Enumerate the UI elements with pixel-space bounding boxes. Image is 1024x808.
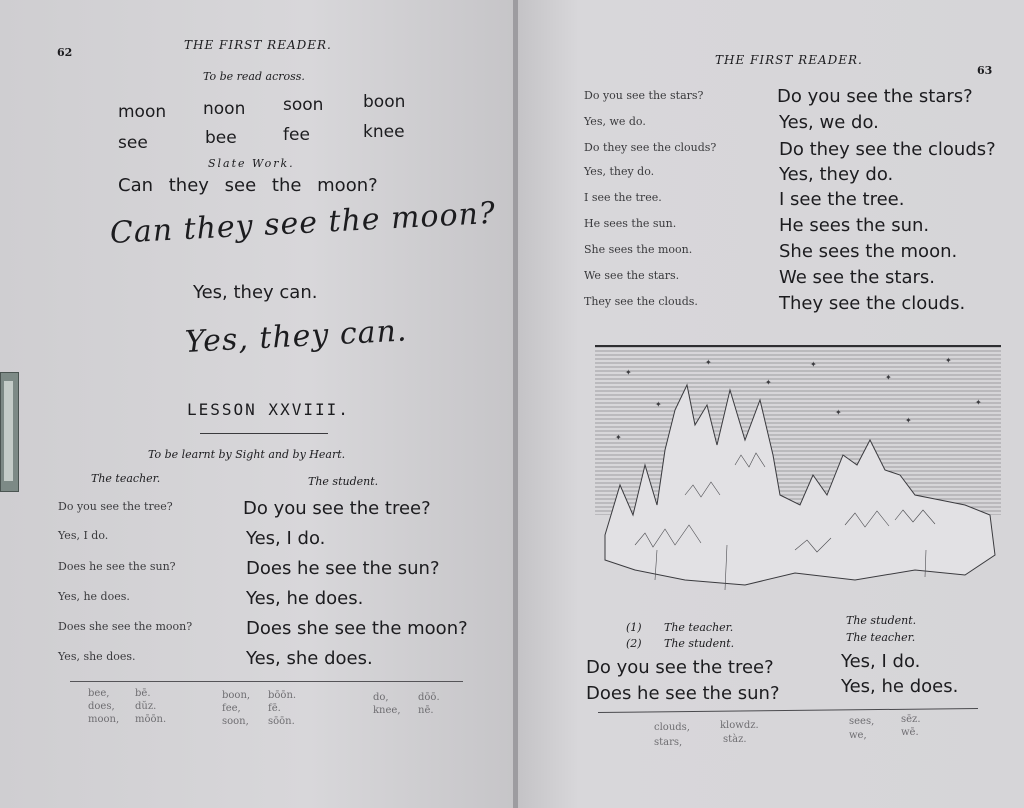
svg-text:✦: ✦ [615,433,622,442]
footer-pronunciation: dōō. [418,692,440,703]
teacher-line: Do you see the tree? [58,500,173,513]
svg-text:✦: ✦ [810,360,817,369]
role-right: The teacher. [846,631,916,644]
svg-text:✦: ✦ [705,358,712,367]
footer-pronunciation: sēz. [901,714,921,725]
small-line: Yes, we do. [584,115,646,128]
running-head: THE FIRST READER. [715,53,863,67]
footer-pronunciation: dŭz. [135,701,157,712]
role-right: The student. [846,614,917,627]
small-line: Do they see the clouds? [584,141,717,154]
word: boon [363,92,406,112]
svg-text:✦: ✦ [885,373,892,382]
student-header: The student. [308,475,379,488]
teacher-line: Yes, I do. [58,529,109,542]
role-left: The teacher. [664,621,734,634]
large-line: Do they see the clouds? [779,139,996,160]
word: noon [203,99,246,119]
footer-word: moon, [88,714,120,725]
small-line: She sees the moon. [584,243,693,256]
read-across-label: To be read across. [203,70,305,83]
footer-rule [70,681,463,682]
footer-word: does, [88,701,115,712]
footer-word: fee, [222,703,241,714]
footer-word: knee, [373,705,401,716]
right-page [518,0,1024,808]
student-line: Do you see the tree? [243,498,431,519]
footer-word: bee, [88,688,110,699]
teacher-line: Yes, he does. [58,590,130,603]
large-line: We see the stars. [779,267,936,288]
teacher-line: Does she see the moon? [58,620,193,633]
footer-word: we, [849,730,867,741]
footer-word: do, [373,692,389,703]
student-line: Does she see the moon? [246,618,468,639]
small-line: Yes, they do. [584,165,655,178]
page-number: 62 [57,46,73,59]
teacher-line: Does he see the sun? [58,560,176,573]
large-line: Yes, they do. [779,164,894,185]
footer-pronunciation: fē. [268,703,281,714]
large-line: I see the tree. [779,189,905,210]
answer-script: Yes, they can. [184,313,409,360]
footer-pronunciation: bē. [135,688,151,699]
student-line: Yes, she does. [246,648,373,669]
word: knee [363,122,405,142]
word: bee [205,128,237,148]
large-line: Do you see the stars? [777,86,973,107]
divider [200,433,328,434]
page-clip [0,372,19,492]
student-line: Does he see the sun? [246,558,440,579]
small-line: I see the tree. [584,191,662,204]
large-line: They see the clouds. [779,293,966,314]
footer-word: sees, [849,716,875,727]
word: see [118,133,148,153]
role-number: (2) [626,637,642,650]
footer-pronunciation: klowdz. [720,720,759,731]
exchange-answer: Yes, he does. [841,676,959,697]
footer-pronunciation: stàz. [723,734,747,745]
running-head: THE FIRST READER. [184,38,332,52]
footer-word: soon, [222,716,249,727]
footer-pronunciation: nē. [418,705,434,716]
svg-text:✦: ✦ [655,400,662,409]
svg-text:✦: ✦ [945,356,952,365]
footer-pronunciation: wē. [901,727,919,738]
teacher-header: The teacher. [91,472,161,485]
lesson-title: LESSON XXVIII. [187,400,350,419]
footer-word: clouds, [654,722,690,733]
svg-text:✦: ✦ [765,378,772,387]
exchange-question: Does he see the sun? [586,683,780,704]
svg-text:✦: ✦ [625,368,632,377]
word: soon [283,95,324,115]
role-number: (1) [626,621,642,634]
student-line: Yes, I do. [246,528,326,549]
footer-pronunciation: bōōn. [268,690,297,701]
word: moon [118,102,167,122]
question-script: Can they see the moon? [109,195,497,251]
svg-text:✦: ✦ [835,408,842,417]
page-number: 63 [977,64,993,77]
large-line: He sees the sun. [779,215,930,236]
student-line: Yes, he does. [246,588,364,609]
night-trees-illustration [595,345,1001,600]
teacher-line: Yes, she does. [58,650,136,663]
question-print: Can they see the moon? [118,175,378,196]
footer-pronunciation: sōōn. [268,716,295,727]
large-line: She sees the moon. [779,241,958,262]
svg-text:✦: ✦ [905,416,912,425]
footer-word: stars, [654,737,683,748]
small-line: He sees the sun. [584,217,677,230]
large-line: Yes, we do. [779,112,879,133]
exchange-question: Do you see the tree? [586,657,774,678]
small-line: We see the stars. [584,269,680,282]
slate-work-label: Slate Work. [208,157,295,170]
role-left: The student. [664,637,735,650]
footer-word: boon, [222,690,251,701]
footer-rule [598,708,978,713]
answer-print: Yes, they can. [193,282,318,303]
exchange-answer: Yes, I do. [841,651,921,672]
footer-pronunciation: mōōn. [135,714,167,725]
word: fee [283,125,310,145]
small-line: Do you see the stars? [584,89,704,102]
small-line: They see the clouds. [584,295,698,308]
svg-text:✦: ✦ [975,398,982,407]
instruction: To be learnt by Sight and by Heart. [148,448,346,461]
